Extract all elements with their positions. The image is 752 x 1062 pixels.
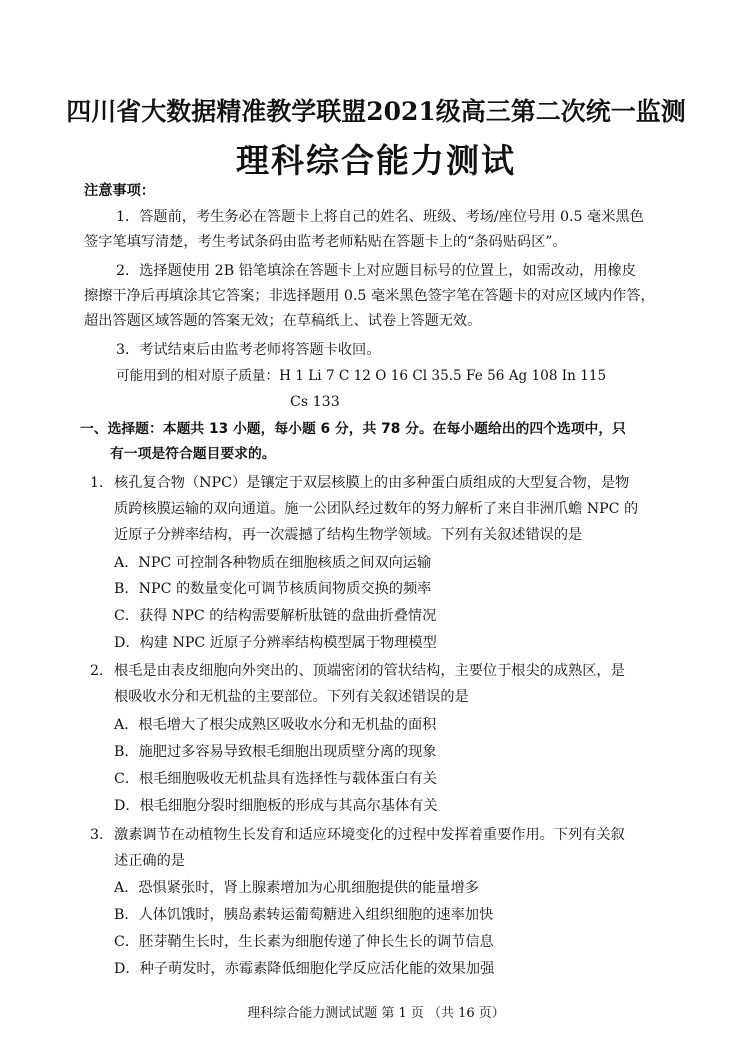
question-stem-line: 激素调节在动植物生长发育和适应环境变化的过程中发挥着重要作用。下列有关叙 [114,827,625,843]
notes-item-1-line-2: 签字笔填写清楚，考生考试条码由监考老师粘贴在答题卡上的“条码贴码区”。 [84,234,567,250]
question-stem-line: 根毛是由表皮细胞向外突出的、顶端密闭的管状结构，主要位于根尖的成熟区，是 [114,663,625,679]
exam-title: 四川省大数据精准教学联盟2021级高三第二次统一监测 [66,97,686,126]
question-stem-line: 述正确的是 [114,853,185,869]
answer-option: D．根毛细胞分裂时细胞板的形成与其高尔基体有关 [114,798,438,814]
question-number: 3． [90,827,114,843]
answer-option: B．人体饥饿时，胰岛素转运葡萄糖进入组织细胞的速率加快 [114,907,494,923]
atomic-mass-line-2: Cs 133 [290,394,340,410]
question-stem-line: 质跨核膜运输的双向通道。施一公团队经过数年的努力解析了来自非洲爪蟾 NPC 的 [114,501,639,517]
section-1-heading-line-1: 一、选择题：本题共 13 小题，每小题 6 分，共 78 分。在每小题给出的四个选项中，只 [80,421,626,437]
answer-option: C．获得 NPC 的结构需要解析肽链的盘曲折叠情况 [114,608,437,624]
notes-heading: 注意事项： [84,183,155,199]
notes-item-2-line-2: 擦擦干净后再填涂其它答案；非选择题用 0.5 毫米黑色签字笔在答题卡的对应区域内作答， [84,288,655,304]
question-number: 1． [90,475,114,491]
answer-option: D．构建 NPC 近原子分辨率结构模型属于物理模型 [114,635,437,651]
notes-item-1-line-1: 1．答题前，考生务必在答题卡上将自己的姓名、班级、考场/座位号用 0.5 毫米黑色 [116,209,644,225]
question-stem-line: 近原子分辨率结构，再一次震撼了结构生物学领域。下列有关叙述错误的是 [114,527,583,543]
answer-option: A．根毛增大了根尖成熟区吸收水分和无机盐的面积 [114,717,437,733]
page-footer: 理科综合能力测试试题 第 1 页 （共 16 页） [247,1006,505,1021]
answer-option: A．NPC 可控制各种物质在细胞核质之间双向运输 [114,555,432,571]
question-number: 2． [90,663,114,679]
answer-option: B．施肥过多容易导致根毛细胞出现质壁分离的现象 [114,744,437,760]
answer-option: A．恐惧紧张时，肾上腺素增加为心肌细胞提供的能量增多 [114,880,479,896]
section-1-heading-line-2: 有一项是符合题目要求的。 [110,446,276,462]
notes-item-2-line-3: 超出答题区域答题的答案无效；在草稿纸上、试卷上答题无效。 [84,313,482,329]
answer-option: D．种子萌发时，赤霉素降低细胞化学反应活化能的效果加强 [114,961,495,977]
notes-item-3: 3．考试结束后由监考老师将答题卡收回。 [116,342,381,358]
answer-option: B．NPC 的数量变化可调节核质间物质交换的频率 [114,581,432,597]
question-stem-line: 核孔复合物（NPC）是镶定于双层核膜上的由多种蛋白质组成的大型复合物，是物 [114,475,630,491]
answer-option: C．胚芽鞘生长时，生长素为细胞传递了伸长生长的调节信息 [114,934,494,950]
exam-subject-title: 理科综合能力测试 [236,141,516,180]
atomic-mass-line-1: 可能用到的相对原子质量：H 1 Li 7 C 12 O 16 Cl 35.5 Fe 56 Ag 108 In 115 [116,368,607,384]
answer-option: C．根毛细胞吸收无机盐具有选择性与载体蛋白有关 [114,771,437,787]
notes-item-2-line-1: 2．选择题使用 2B 铅笔填涂在答题卡上对应题目标号的位置上，如需改动，用橡皮 [116,263,636,279]
question-stem-line: 根吸收水分和无机盐的主要部位。下列有关叙述错误的是 [114,689,469,705]
